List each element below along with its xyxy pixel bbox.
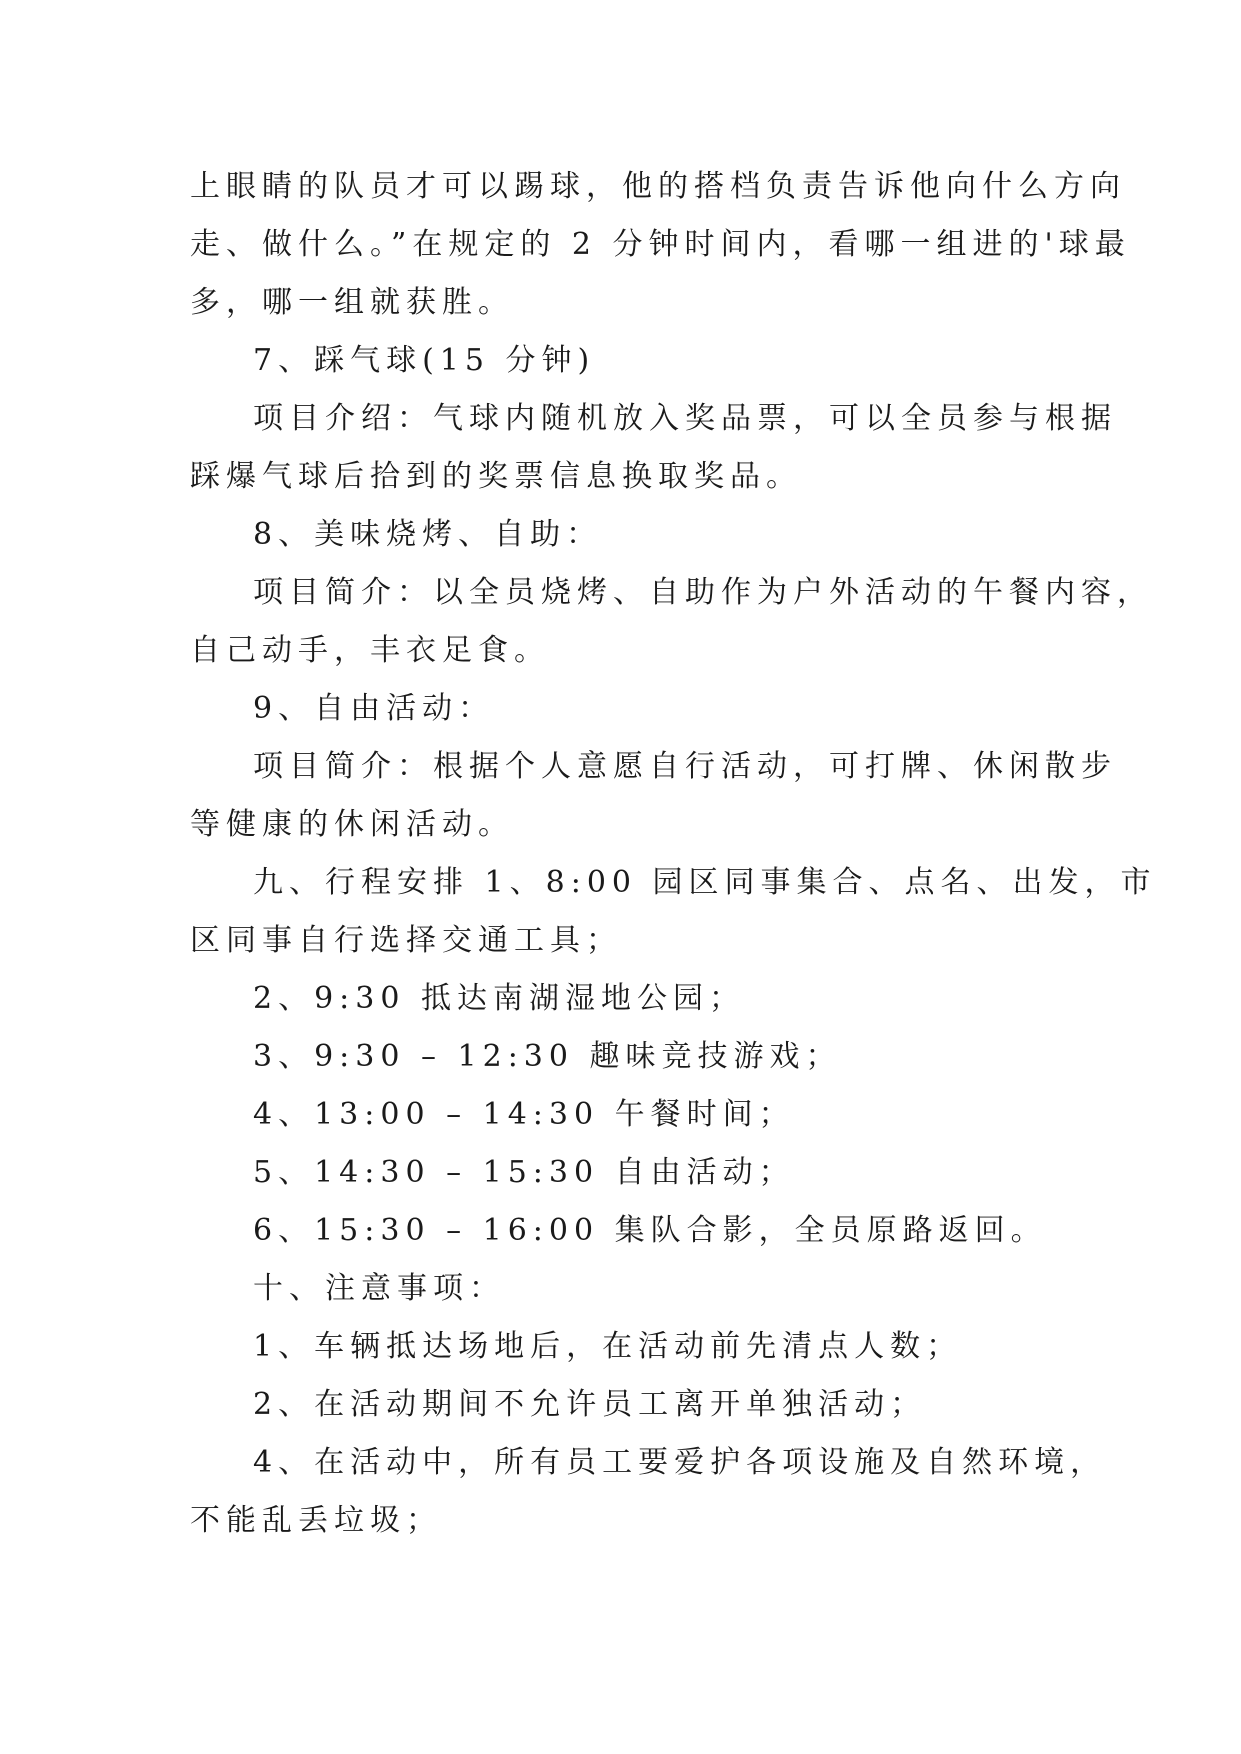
text-line: 多，哪一组就获胜。: [190, 285, 514, 320]
text-line: 7、踩气球(15 分钟): [253, 343, 596, 378]
text-line: 6、15:30 – 16:00 集队合影，全员原路返回。: [253, 1213, 1047, 1248]
text-line: 5、14:30 – 15:30 自由活动；: [253, 1155, 795, 1190]
text-line: 9、自由活动：: [253, 691, 495, 726]
text-line: 4、13:00 – 14:30 午餐时间；: [253, 1097, 795, 1132]
text-line: 十、注意事项：: [253, 1271, 505, 1306]
text-line: 4、在活动中，所有员工要爱护各项设施及自然环境，: [253, 1445, 1107, 1480]
text-line: 踩爆气球后拾到的奖票信息换取奖品。: [190, 459, 802, 494]
text-line: 项目简介：根据个人意愿自行活动，可打牌、休闲散步: [253, 749, 1117, 784]
text-line: 九、行程安排 1、8:00 园区同事集合、点名、出发，市: [253, 865, 1157, 900]
text-line: 1、车辆抵达场地后，在活动前先清点人数；: [253, 1329, 963, 1364]
document-body: [190, 158, 1157, 1550]
text-line: 区同事自行选择交通工具；: [190, 923, 622, 958]
text-line: 3、9:30 – 12:30 趣味竞技游戏；: [253, 1039, 842, 1074]
text-line: 走、做什么。”在规定的 2 分钟时间内，看哪一组进的'球最: [190, 227, 1131, 262]
text-line: 项目简介：以全员烧烤、自助作为户外活动的午餐内容，: [253, 575, 1153, 610]
text-line: 等健康的休闲活动。: [190, 807, 514, 842]
text-line: 项目介绍：气球内随机放入奖品票，可以全员参与根据: [253, 401, 1117, 436]
text-line: 不能乱丢垃圾；: [190, 1503, 442, 1538]
text-line: 2、在活动期间不允许员工离开单独活动；: [253, 1387, 927, 1422]
text-line: 2、9:30 抵达南湖湿地公园；: [253, 981, 745, 1016]
text-line: 上眼睛的队员才可以踢球，他的搭档负责告诉他向什么方向: [190, 169, 1126, 204]
text-line: 8、美味烧烤、自助：: [253, 517, 603, 552]
text-line: 自己动手，丰衣足食。: [190, 633, 550, 668]
